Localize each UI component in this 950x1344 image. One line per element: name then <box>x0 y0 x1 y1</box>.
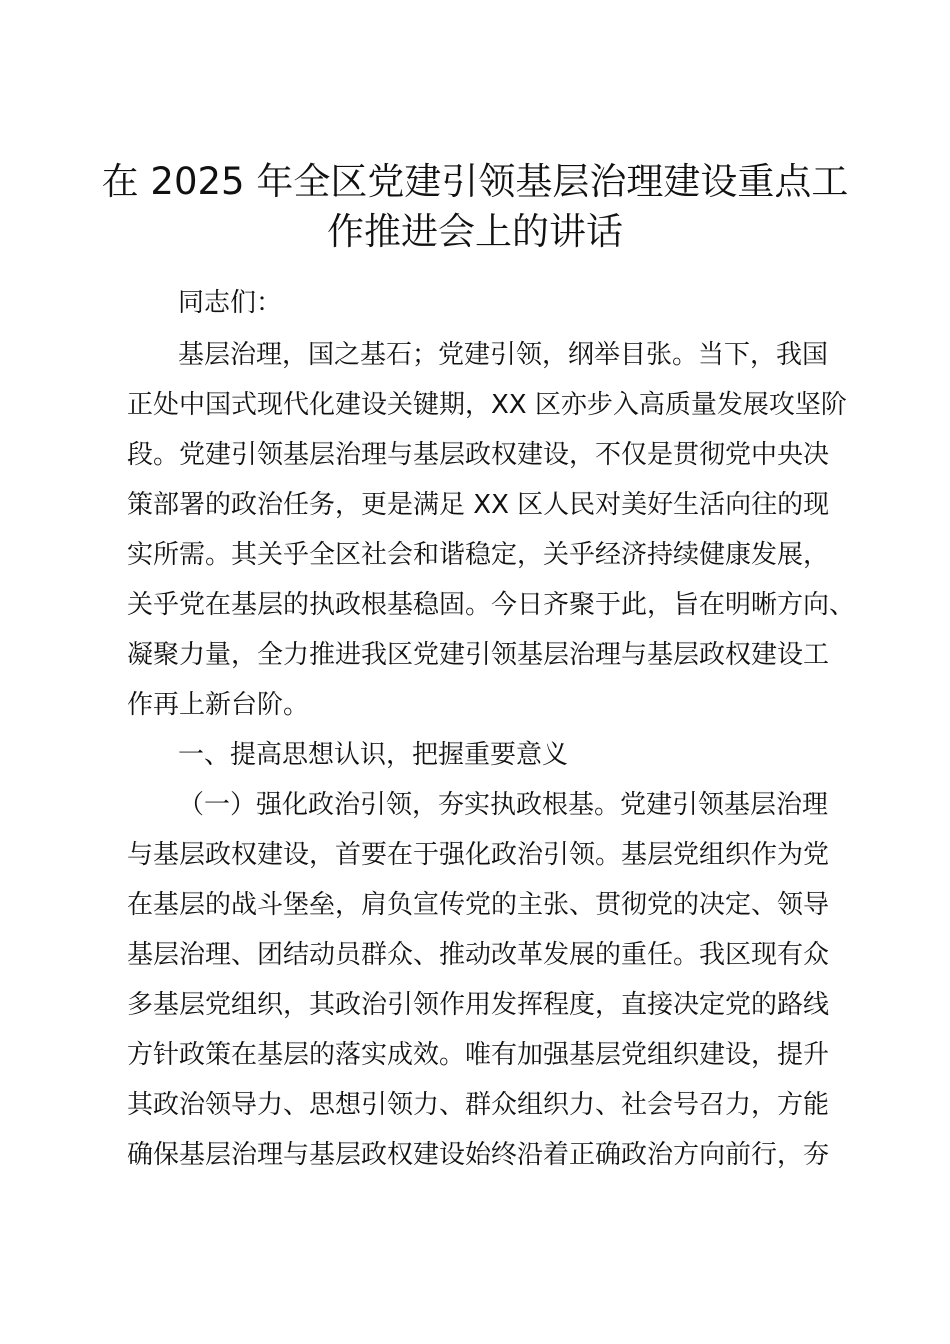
paragraph-1-line-4: 策部署的政治任务，更是满足 XX 区人民对美好生活向往的现 <box>127 490 830 520</box>
document-title-line-2: 作推进会上的讲话 <box>327 210 623 253</box>
section-1-heading: 一、提高思想认识，把握重要意义 <box>178 740 569 770</box>
paragraph-1-line-2: 正处中国式现代化建设关键期，XX 区亦步入高质量发展攻坚阶 <box>127 390 847 420</box>
paragraph-1-line-7: 凝聚力量，全力推进我区党建引领基层治理与基层政权建设工 <box>127 640 830 670</box>
paragraph-1-line-1: 基层治理，国之基石；党建引领，纲举目张。当下，我国 <box>178 340 829 370</box>
paragraph-2-line-5: 多基层党组织，其政治引领作用发挥程度，直接决定党的路线 <box>127 990 830 1020</box>
paragraph-2-line-1: （一）强化政治引领，夯实执政根基。党建引领基层治理 <box>178 790 829 820</box>
paragraph-1-line-6: 关乎党在基层的执政根基稳固。今日齐聚于此，旨在明晰方向、 <box>127 590 856 620</box>
paragraph-2-line-7: 其政治领导力、思想引领力、群众组织力、社会号召力，方能 <box>127 1090 830 1120</box>
paragraph-2-line-6: 方针政策在基层的落实成效。唯有加强基层党组织建设，提升 <box>127 1040 830 1070</box>
paragraph-1-line-8: 作再上新台阶。 <box>127 690 310 720</box>
paragraph-1-line-5: 实所需。其关乎全区社会和谐稳定，关乎经济持续健康发展， <box>127 540 830 570</box>
document-title-line-1: 在 2025 年全区党建引领基层治理建设重点工 <box>101 160 849 203</box>
paragraph-1-line-3: 段。党建引领基层治理与基层政权建设，不仅是贯彻党中央决 <box>127 440 830 470</box>
paragraph-2-line-4: 基层治理、团结动员群众、推动改革发展的重任。我区现有众 <box>127 940 830 970</box>
paragraph-2-line-8: 确保基层治理与基层政权建设始终沿着正确政治方向前行，夯 <box>127 1140 830 1170</box>
paragraph-2-line-3: 在基层的战斗堡垒，肩负宣传党的主张、贯彻党的决定、领导 <box>127 890 830 920</box>
salutation: 同志们： <box>178 288 283 318</box>
paragraph-2-line-2: 与基层政权建设，首要在于强化政治引领。基层党组织作为党 <box>127 840 830 870</box>
